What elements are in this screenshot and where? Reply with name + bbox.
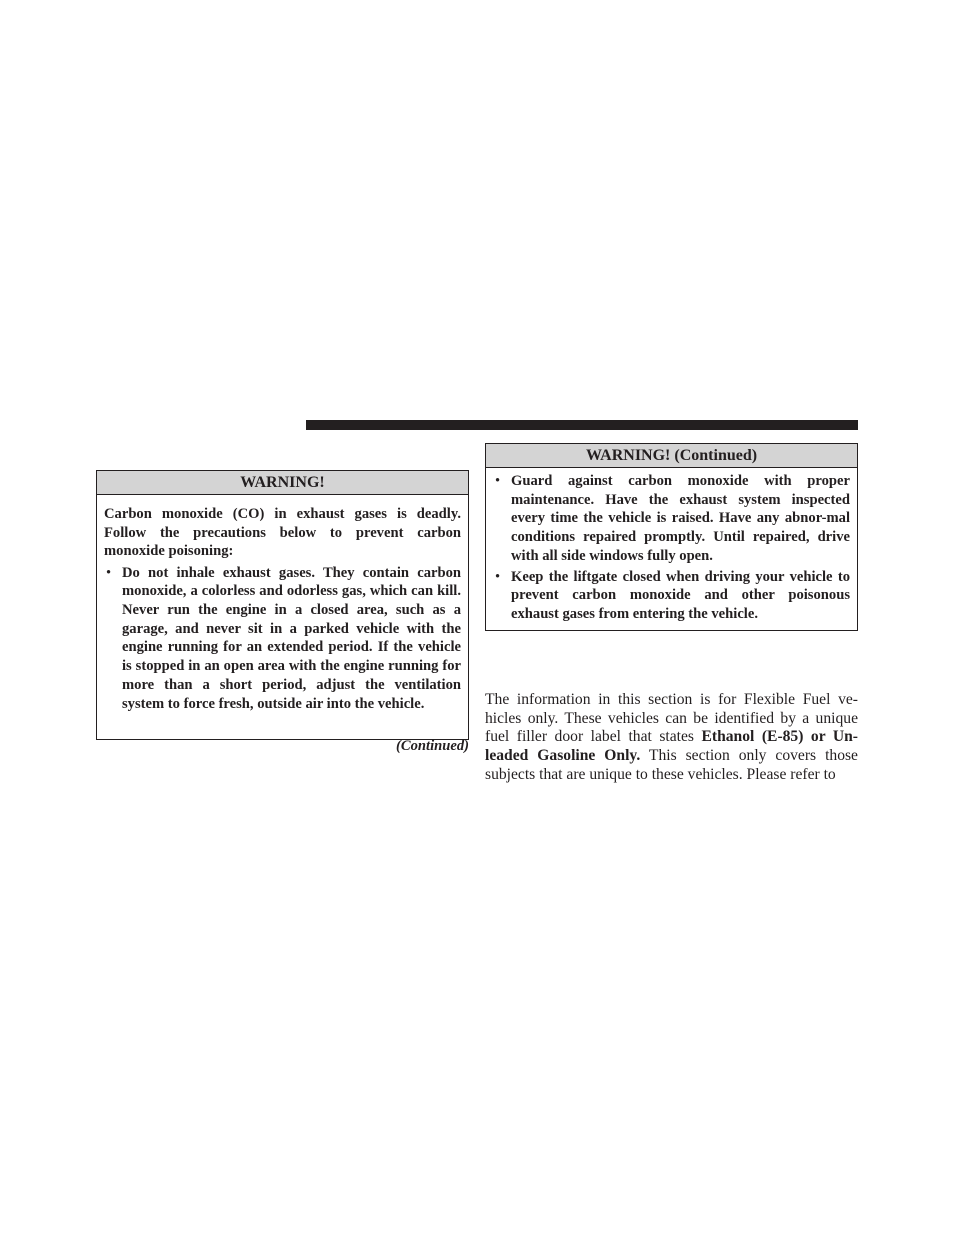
warning-title: WARNING! [97,471,468,495]
warning-box-continued [485,443,858,631]
bullet-icon: • [495,568,501,585]
flex-fuel-text-before: The information in this section is for Flexible Fuel ve-hicles only. These vehicles can be identified by a unique fuel filler door label that states [485,691,858,746]
bullet-icon: • [106,564,112,581]
section-header-bar [306,420,858,430]
flex-fuel-paragraph [485,691,858,785]
list-item-text: Do not inhale exhaust gases. They contain carbon monoxide, a colorless and odorless gas, which can kill. Never run the engine in a closed area, such as a garage, and never sit in a parked vehicle with the engine running for an extended period. If the vehicle is stopped in an open area with the engine running for more than a short period, adjust the ventilation system to force fresh, outside air into the vehicle. [122,564,461,712]
warning-intro: Carbon monoxide (CO) in exhaust gases is deadly. Follow the precautions below to prevent carbon monoxide poisoning: [104,506,461,560]
warning-body [97,495,468,713]
list-item [104,564,461,714]
bullet-icon: • [495,473,501,489]
continued-label: (Continued) [396,738,469,754]
warning-title: WARNING! (Continued) [486,444,857,468]
list-item [493,568,850,624]
warning-body [486,468,857,624]
warning-bullet-list [104,564,461,714]
list-item-text: Keep the liftgate closed when driving your vehicle to prevent carbon monoxide and other poisonous exhaust gases from entering the vehicle. [511,568,850,622]
list-item-text: Guard against carbon monoxide with proper maintenance. Have the exhaust system inspected every time the vehicle is raised. Have any abnor-mal conditions repaired promptly. Until repaired, drive with all side windows fully open. [511,473,850,564]
warning-bullet-list [493,472,850,624]
warning-box-carbon-monoxide [96,470,469,740]
flex-fuel-text-after: This section only covers those subjects that are unique to these vehicles. Please refer to [485,747,858,783]
fuel-door-label-text: Ethanol (E-85) or Un-leaded Gasoline Only. [485,728,858,765]
list-item [493,472,850,566]
